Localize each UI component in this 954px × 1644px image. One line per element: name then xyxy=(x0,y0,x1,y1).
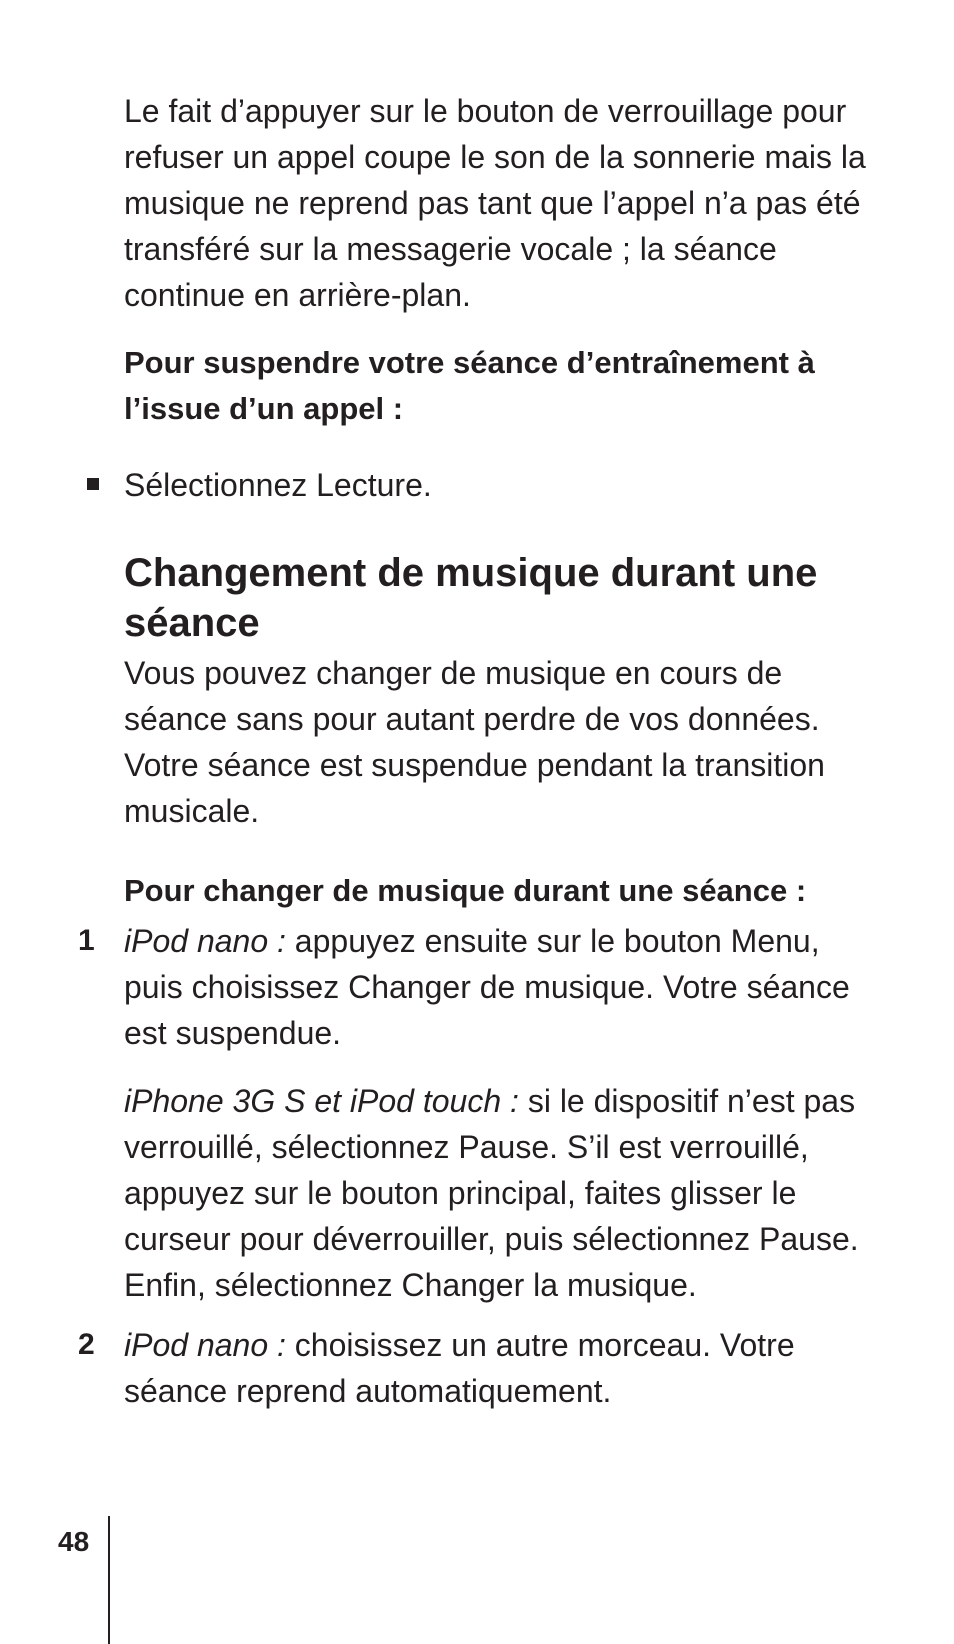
step-device-label: iPod nano : xyxy=(124,1327,286,1363)
step-sub-instruction: si le dispositif n’est pas verrouillé, sélectionnez Pause. S’il est verrouillé, appuyez sur le bouton principal, faites glisser le curseur pour déverrouiller, puis sélectionnez Pause. Enfin, sélectionnez Changer la musique. xyxy=(124,1083,859,1303)
suspend-bullet-text: Sélectionnez Lecture. xyxy=(124,467,432,503)
section-title: Changement de musique durant une séance xyxy=(124,551,818,645)
step-text xyxy=(124,1322,884,1414)
step-text xyxy=(124,918,884,1056)
page-margin-rule xyxy=(108,1516,110,1644)
change-instruction-heading: Pour changer de musique durant une séance : xyxy=(124,873,807,908)
page-number: 48 xyxy=(58,1526,90,1557)
square-bullet-icon xyxy=(87,478,99,490)
step-sub-paragraph xyxy=(124,1078,884,1308)
step-instruction: appuyez ensuite sur le bouton Menu, puis choisissez Changer de musique. Votre séance est suspendue. xyxy=(124,923,850,1051)
step-instruction: choisissez un autre morceau. Votre séance reprend automatiquement. xyxy=(124,1327,795,1409)
lock-button-paragraph: Le fait d’appuyer sur le bouton de verrouillage pour refuser un appel coupe le son de la sonnerie mais la musique ne reprend pas tant que l’appel n’a pas été transféré sur la messagerie vocale ; la séance continue en arrière-plan. xyxy=(124,93,866,313)
suspend-instruction-heading: Pour suspendre votre séance d’entraînement à l’issue d’un appel : xyxy=(124,345,815,426)
section-intro-paragraph: Vous pouvez changer de musique en cours de séance sans pour autant perdre de vos données. Votre séance est suspendue pendant la transition musicale. xyxy=(124,655,825,829)
step-number: 2 xyxy=(78,1328,95,1361)
step-device-label: iPod nano : xyxy=(124,923,286,959)
step-number: 1 xyxy=(78,924,95,957)
step-sub-device-label: iPhone 3G S et iPod touch : xyxy=(124,1083,519,1119)
